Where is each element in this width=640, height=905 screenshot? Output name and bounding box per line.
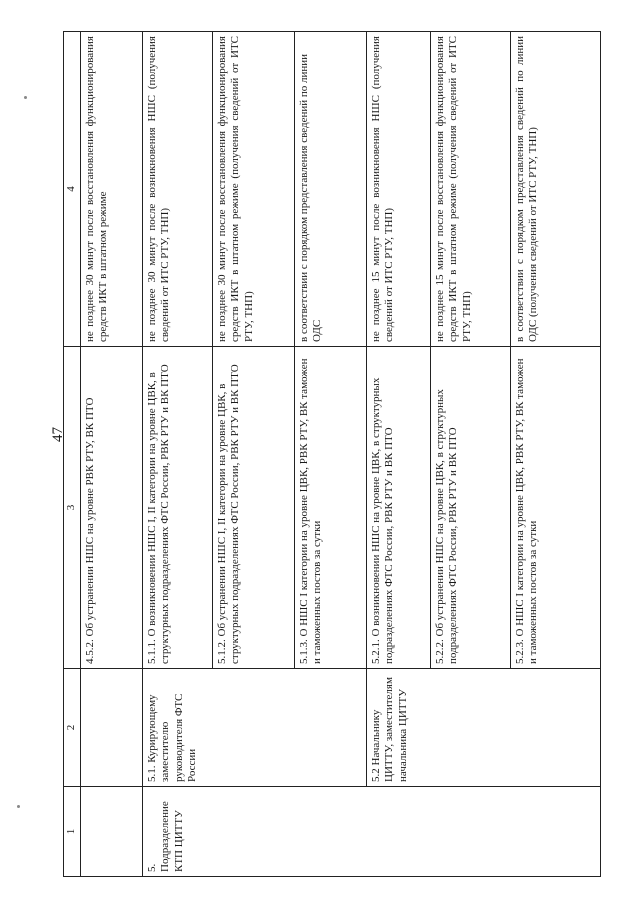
- notification-table: [63, 31, 601, 877]
- cell-recipient: 5.1. Курирующему заместителю руководителя ФТС России: [143, 669, 367, 787]
- cell-deadline: не позднее 15 минут после восстановления функционирования средств ИКТ в штатном режиме (получения сведений от ИТС РТУ, ТНП): [431, 32, 511, 347]
- table-row: [143, 32, 213, 877]
- cell-event: 4.5.2. Об устранении НШС на уровне РВК РТУ, ВК ПТО: [81, 347, 143, 669]
- cell-deadline: в соответствии с порядком представления сведений по линии ОДС (получения сведений от ИТС РТУ, ТНП): [511, 32, 601, 347]
- cell-event: 5.2.3. О НШС I категории на уровне ЦВК, РВК РТУ, ВК таможен и таможенных постов за сутки: [511, 347, 601, 669]
- scan-speck: [17, 805, 20, 808]
- cell-deadline: не позднее 15 минут после возникновения НШС (получения сведений от ИТС РТУ, ТНП): [367, 32, 431, 347]
- table-header-row: [64, 32, 81, 877]
- cell-event: 5.2.1. О возникновении НШС на уровне ЦВК, в структурных подразделениях ФТС России, РВК РТУ и ВК ПТО: [367, 347, 431, 669]
- cell-deadline: не позднее 30 минут после восстановления функционирования средств ИКТ в штатном режиме (получения сведений от ИТС РТУ, ТНП): [213, 32, 295, 347]
- header-col-2: 2: [64, 669, 81, 787]
- scan-speck: [24, 96, 27, 99]
- cell-event: 5.1.2. Об устранении НШС I, II категории на уровне ЦВК, в структурных подразделениях ФТС России, РВК РТУ и ВК ПТО: [213, 347, 295, 669]
- rotated-table-container: [63, 32, 601, 877]
- table-row: [81, 32, 143, 877]
- cell-event: 5.1.3. О НШС I категории на уровне ЦВК, РВК РТУ, ВК таможен и таможенных постов за сутки: [295, 347, 367, 669]
- cell-recipient: 5.2 Начальнику ЦИТТУ, заместителям начальника ЦИТТУ: [367, 669, 601, 787]
- page-number: 47: [50, 427, 66, 442]
- cell-deadline: в соответствии с порядком представления сведений по линии ОДС: [295, 32, 367, 347]
- cell-empty: [81, 787, 143, 877]
- table-row: [367, 32, 431, 877]
- section-label: 5. Подразделение КТП ЦИТТУ: [143, 787, 601, 877]
- header-col-4: 4: [64, 32, 81, 347]
- cell-deadline: не позднее 30 минут после восстановления функционирования средств ИКТ в штатном режиме: [81, 32, 143, 347]
- cell-event: 5.1.1. О возникновении НШС I, II категории на уровне ЦВК, в структурных подразделениях ФТС России, РВК РТУ и ВК ПТО: [143, 347, 213, 669]
- header-col-1: 1: [64, 787, 81, 877]
- cell-event: 5.2.2. Об устранении НШС на уровне ЦВК, в структурных подразделениях ФТС России, РВК РТУ и ВК ПТО: [431, 347, 511, 669]
- header-col-3: 3: [64, 347, 81, 669]
- cell-deadline: не позднее 30 минут после возникновения НШС (получения сведений от ИТС РТУ, ТНП): [143, 32, 213, 347]
- cell-recipient: [81, 669, 143, 787]
